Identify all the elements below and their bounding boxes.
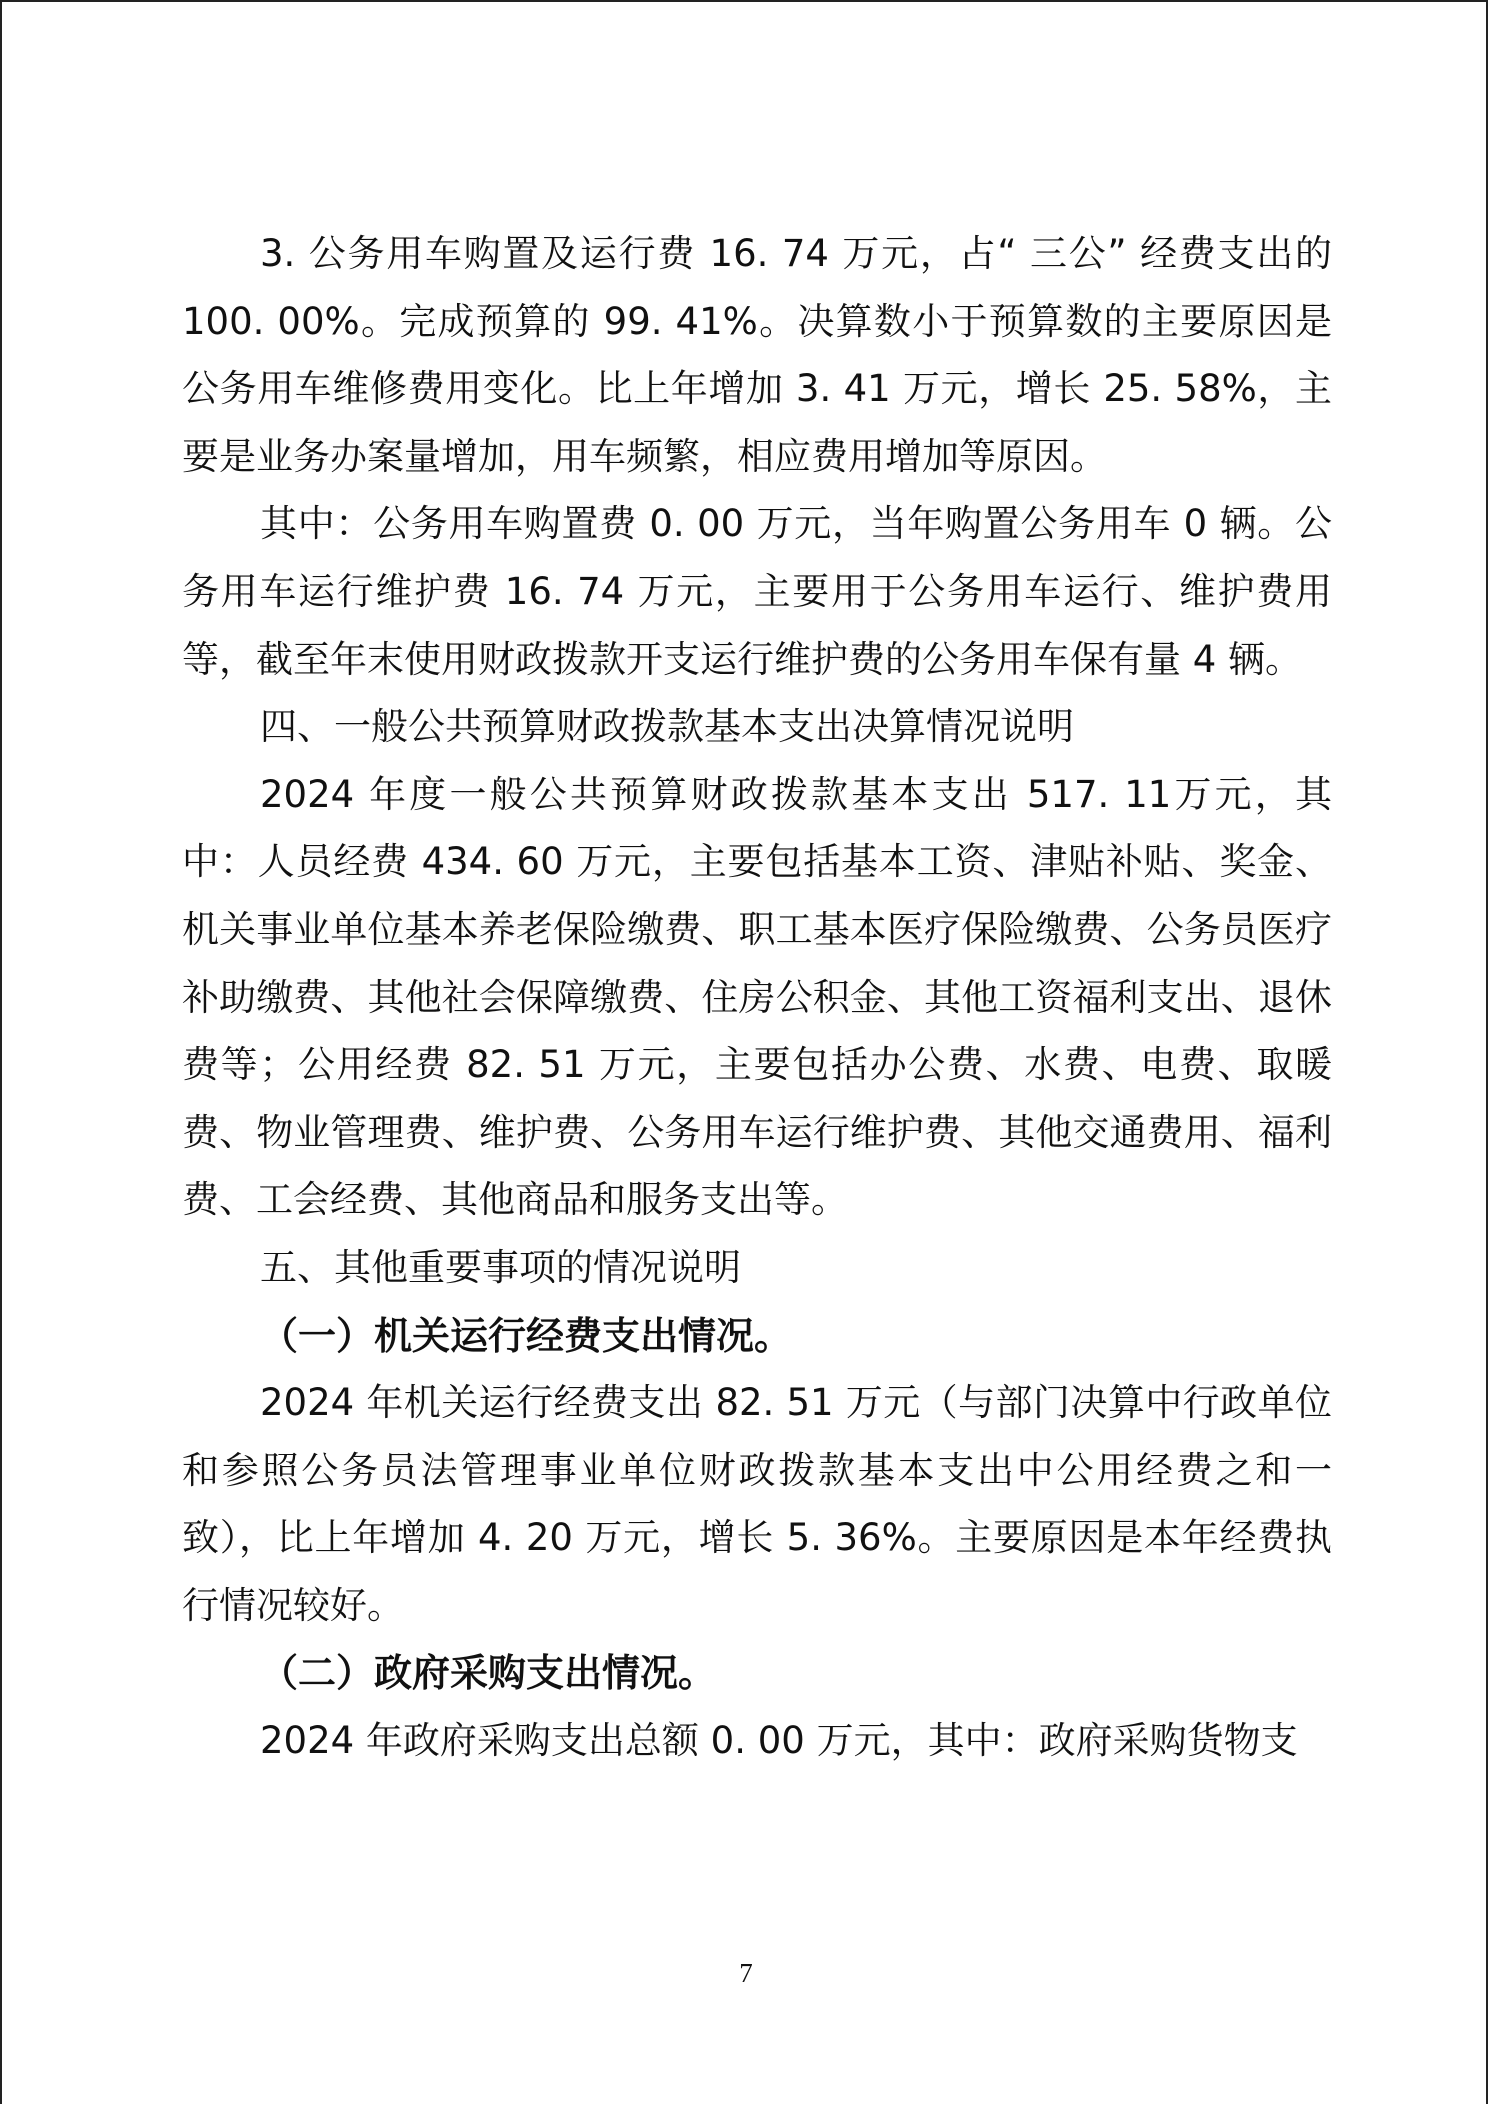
paragraph-procurement: 2024 年政府采购支出总额 0. 00 万元，其中：政府采购货物支 bbox=[260, 1719, 1298, 1763]
paragraph-operating-expenses: 2024 年机关运行经费支出 82. 51 万元（与部门决算中行政单位和参照公务员法管理事业单位财政拨款基本支出中公用经费之和一致），比上年增加 4. 20 万元，增长 5. 36%。主要原因是本年经费执行情况较好。 bbox=[182, 1381, 1332, 1627]
subheading-operating-expenses: （一）机关运行经费支出情况。 bbox=[260, 1312, 793, 1358]
section-heading-basic-expenditure: 四、一般公共预算财政拨款基本支出决算情况说明 bbox=[260, 705, 1074, 749]
page-number: 7 bbox=[739, 1958, 753, 1988]
document-body bbox=[182, 220, 1332, 1775]
paragraph-vehicle-cost: 3. 公务用车购置及运行费 16. 74 万元，占“ 三公” 经费支出的 100. 00%。完成预算的 99. 41%。决算数小于预算数的主要原因是公务用车维修费用变化。比上年增加 3. 41 万元，增长 25. 58%，主要是业务办案量增加，用车频繁，相应费用增加等原因。 bbox=[182, 232, 1332, 478]
section-heading-other-matters: 五、其他重要事项的情况说明 bbox=[260, 1245, 741, 1289]
subheading-procurement: （二）政府采购支出情况。 bbox=[260, 1650, 717, 1696]
paragraph-basic-expenditure: 2024 年度一般公共预算财政拨款基本支出 517. 11万元，其中：人员经费 434. 60 万元，主要包括基本工资、津贴补贴、奖金、机关事业单位基本养老保险缴费、职工基本医疗保险缴费、公务员医疗补助缴费、其他社会保障缴费、住房公积金、其他工资福利支出、退休费等；公用经费 82. 51 万元，主要包括办公费、水费、电费、取暖费、物业管理费、维护费、公务用车运行维护费、其他交通费用、福利费、工会经费、其他商品和服务支出等。 bbox=[182, 772, 1332, 1222]
paragraph-vehicle-details: 其中：公务用车购置费 0. 00 万元，当年购置公务用车 0 辆。公务用车运行维护费 16. 74 万元，主要用于公务用车运行、维护费用等，截至年末使用财政拨款开支运行维护费的公务用车保有量 4 辆。 bbox=[182, 502, 1332, 681]
